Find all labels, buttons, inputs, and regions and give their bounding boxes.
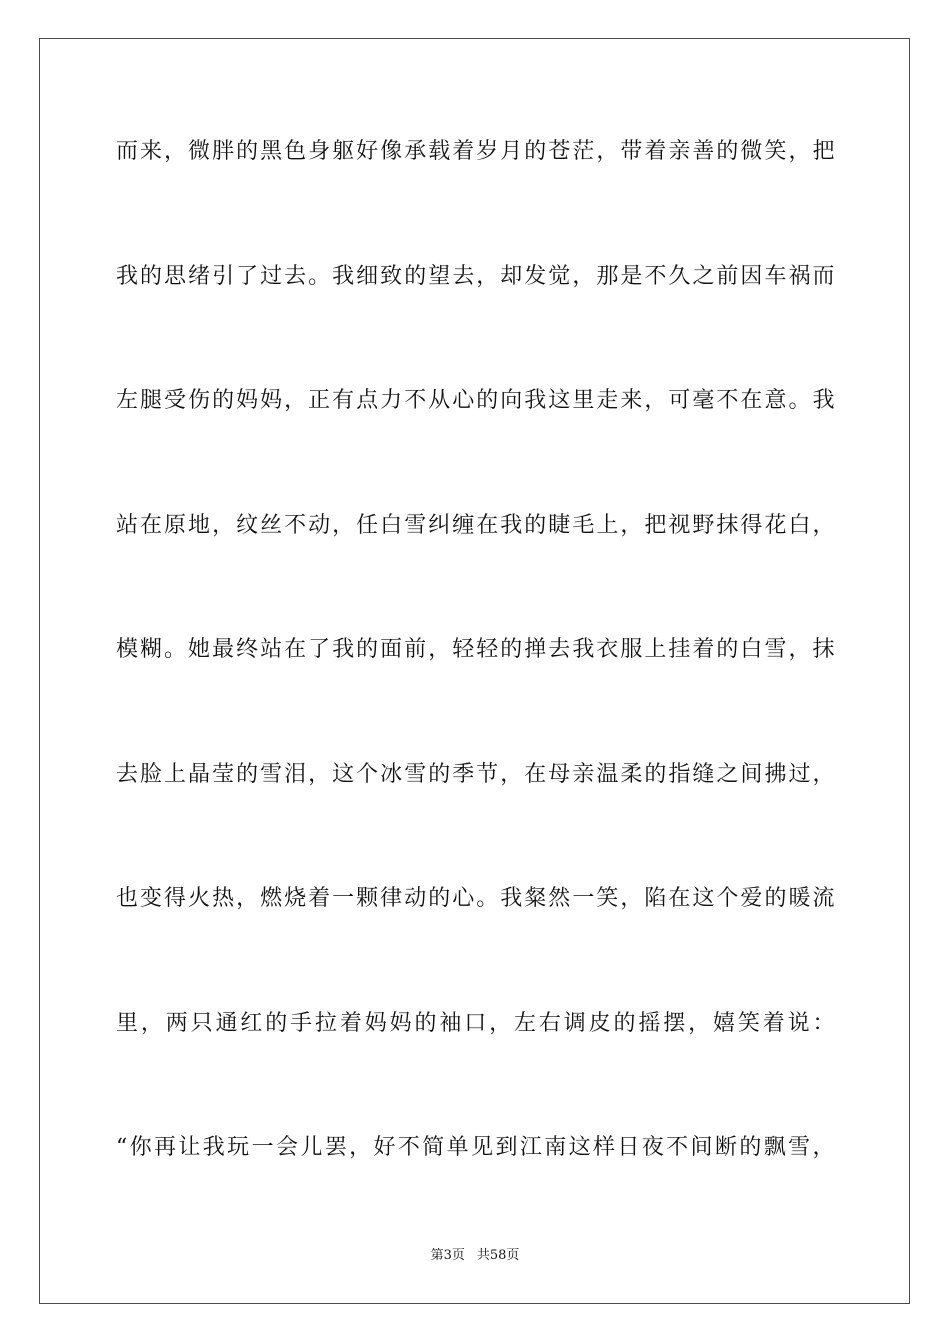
text-line: 左腿受伤的妈妈，正有点力不从心的向我这里走来，可毫不在意。我 bbox=[116, 388, 836, 413]
document-body bbox=[116, 128, 836, 1249]
page-total: 共58页 bbox=[476, 1248, 520, 1263]
text-line: 站在原地，纹丝不动，任白雪纠缠在我的睫毛上，把视野抹得花白， bbox=[116, 512, 836, 538]
text-line: 模糊。她最终站在了我的面前，轻轻的掸去我衣服上挂着的白雪，抹 bbox=[116, 637, 836, 662]
text-line: “你再让我玩一会儿罢，好不简单见到江南这样日夜不间断的飘雪， bbox=[116, 1135, 836, 1160]
text-line: 而来，微胖的黑色身躯好像承载着岁月的苍茫，带着亲善的微笑，把 bbox=[116, 139, 836, 164]
text-line: 里，两只通红的手拉着妈妈的袖口，左右调皮的摇摆，嬉笑着说： bbox=[116, 1010, 836, 1036]
text-line: 也变得火热，燃烧着一颗律动的心。我粲然一笑，陷在这个爱的暖流 bbox=[116, 886, 836, 911]
text-line: 去脸上晶莹的雪泪，这个冰雪的季节，在母亲温柔的指缝之间拂过， bbox=[116, 761, 836, 787]
page-number: 第3页 bbox=[430, 1248, 465, 1263]
page-footer bbox=[0, 1246, 950, 1266]
text-line: 我的思绪引了过去。我细致的望去，却发觉，那是不久之前因车祸而 bbox=[116, 263, 836, 289]
